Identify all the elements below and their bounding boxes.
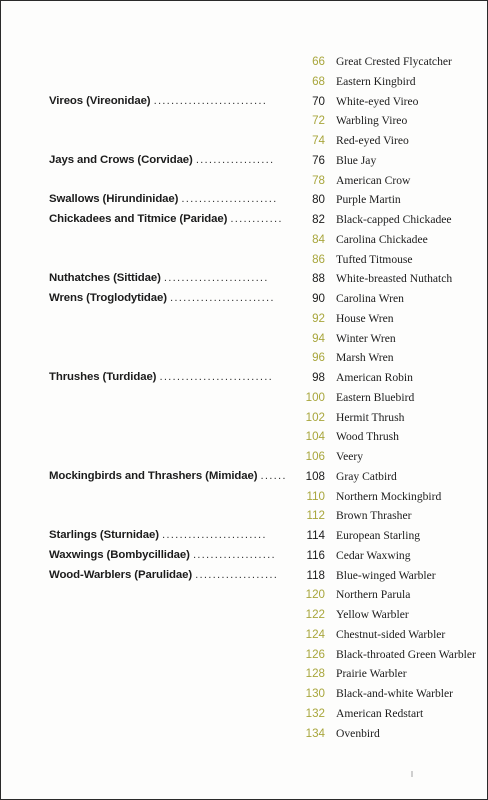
toc-row — [1, 489, 487, 507]
bird-species-name: Red-eyed Vireo — [336, 134, 409, 147]
toc-row — [1, 666, 487, 684]
bird-species-name: Veery — [336, 450, 364, 463]
bird-family-heading — [49, 371, 273, 383]
page-number: 126 — [305, 647, 325, 661]
toc-row — [1, 449, 487, 467]
bird-family-heading — [49, 154, 274, 166]
bird-species-name: Yellow Warbler — [336, 608, 409, 621]
bird-species-name: Chestnut-sided Warbler — [336, 627, 446, 641]
toc-row — [1, 153, 487, 171]
bird-species-name: Brown Thrasher — [336, 509, 412, 523]
bird-family-heading — [49, 95, 267, 107]
toc-row — [1, 54, 487, 72]
toc-row — [1, 311, 487, 329]
dot-leader: ............ — [230, 213, 283, 225]
dot-leader: ...................... — [181, 193, 278, 206]
bird-family-heading — [49, 470, 287, 482]
page-number: 86 — [312, 252, 325, 266]
bird-species-name: American Robin — [336, 371, 413, 384]
page-number: 92 — [312, 311, 325, 325]
bird-species-name: Wood Thrush — [336, 430, 399, 444]
page-number: 112 — [306, 509, 325, 523]
bird-species-name: Tufted Titmouse — [336, 252, 413, 266]
page-number: 90 — [312, 292, 325, 305]
bird-species-name: Northern Mockingbird — [336, 489, 442, 503]
page-number: 78 — [312, 173, 325, 187]
bird-species-name: Black-throated Green Warbler — [336, 647, 476, 661]
bird-species-name: Carolina Chickadee — [336, 232, 428, 246]
toc-row — [1, 390, 487, 408]
dot-leader: ................... — [195, 568, 279, 581]
toc-row — [1, 587, 487, 605]
page-number: 98 — [312, 371, 325, 384]
toc-row — [1, 192, 487, 210]
bird-species-name: Black-and-white Warbler — [336, 687, 453, 700]
family-name: Mockingbirds and Thrashers (Mimidae) — [49, 469, 258, 482]
page-number: 116 — [306, 548, 325, 562]
toc-row — [1, 113, 487, 131]
toc-row — [1, 706, 487, 724]
page-number: 82 — [312, 213, 325, 226]
bird-species-name: White-eyed Vireo — [336, 94, 419, 108]
page-number: 120 — [305, 588, 325, 602]
bird-species-name: Prairie Warbler — [336, 667, 407, 681]
toc-row — [1, 410, 487, 428]
page-number: 130 — [305, 687, 325, 700]
page-smudge — [411, 771, 413, 777]
page-number: 88 — [312, 272, 325, 286]
bird-species-name: Great Crested Flycatcher — [336, 55, 452, 68]
page-number: 100 — [305, 390, 325, 404]
family-name: Chickadees and Titmice (Paridae) — [49, 213, 228, 225]
bird-family-heading — [49, 549, 276, 561]
bird-species-name: Cedar Waxwing — [336, 548, 411, 562]
page-number: 118 — [306, 568, 325, 582]
toc-row — [1, 252, 487, 270]
page-number: 94 — [312, 331, 325, 345]
toc-row — [1, 74, 487, 92]
dot-leader: ........................ — [163, 272, 269, 285]
page-number: 72 — [312, 114, 325, 128]
bird-species-name: Marsh Wren — [336, 351, 394, 365]
family-name: Waxwings (Bombycillidae) — [49, 548, 190, 561]
family-name: Swallows (Hirundinidae) — [49, 193, 179, 206]
toc-row — [1, 94, 487, 112]
page-number: 102 — [305, 410, 325, 424]
page-number: 66 — [312, 55, 325, 68]
page-number: 128 — [305, 667, 325, 681]
toc-row — [1, 726, 487, 744]
page-number: 122 — [305, 608, 325, 621]
toc-row — [1, 331, 487, 349]
page-number: 76 — [312, 153, 325, 167]
bird-family-heading — [49, 529, 267, 541]
family-name: Nuthatches (Sittidae) — [49, 272, 161, 285]
bird-species-name: Carolina Wren — [336, 292, 404, 305]
dot-leader: ........................ — [170, 292, 275, 304]
toc-row — [1, 133, 487, 151]
bird-species-name: Northern Parula — [336, 588, 411, 602]
toc-row — [1, 528, 487, 546]
bird-species-name: European Starling — [336, 529, 421, 542]
bird-species-name: Ovenbird — [336, 726, 380, 740]
toc-row — [1, 370, 487, 388]
toc-row — [1, 647, 487, 665]
page-number: 74 — [312, 134, 325, 147]
bird-family-heading — [49, 292, 275, 304]
family-name: Wrens (Troglodytidae) — [49, 292, 167, 304]
toc-row — [1, 291, 487, 309]
dot-leader: .................. — [195, 153, 275, 166]
bird-species-name: Eastern Kingbird — [336, 74, 416, 88]
toc-row — [1, 686, 487, 704]
bird-species-name: Blue Jay — [336, 153, 377, 167]
bird-species-name: Winter Wren — [336, 331, 396, 345]
dot-leader: ................... — [192, 548, 276, 561]
bird-species-name: House Wren — [336, 311, 394, 325]
bird-species-name: Eastern Bluebird — [336, 390, 415, 404]
dot-leader: ........................ — [162, 529, 267, 541]
toc-row — [1, 271, 487, 289]
toc-row — [1, 429, 487, 447]
page-number: 68 — [312, 74, 325, 88]
family-name: Thrushes (Turdidae) — [49, 371, 157, 383]
page-number: 124 — [305, 627, 325, 641]
bird-species-name: Black-capped Chickadee — [336, 213, 452, 226]
toc-row — [1, 568, 487, 586]
bird-species-name: Purple Martin — [336, 193, 401, 207]
toc-row — [1, 548, 487, 566]
toc-row — [1, 508, 487, 526]
toc-row — [1, 212, 487, 230]
bird-species-name: Warbling Vireo — [336, 114, 408, 128]
family-name: Jays and Crows (Corvidae) — [49, 153, 193, 166]
page-number: 96 — [312, 351, 325, 365]
page-number: 132 — [305, 706, 325, 720]
page-number: 80 — [312, 193, 325, 207]
bird-species-name: Blue-winged Warbler — [336, 568, 436, 582]
bird-species-name: American Redstart — [336, 706, 424, 720]
bird-family-heading — [49, 272, 269, 284]
page-number: 106 — [305, 450, 325, 463]
dot-leader: ...... — [260, 469, 287, 482]
bird-family-heading — [49, 213, 283, 225]
page-number: 104 — [305, 430, 325, 444]
bird-species-name: American Crow — [336, 173, 411, 187]
toc-row — [1, 232, 487, 250]
family-name: Starlings (Sturnidae) — [49, 529, 159, 541]
page-number: 84 — [312, 232, 325, 246]
toc-row — [1, 469, 487, 487]
toc-row — [1, 627, 487, 645]
page-number: 70 — [312, 94, 325, 108]
page-number: 108 — [305, 469, 325, 483]
bird-species-name: White-breasted Nuthatch — [336, 272, 453, 286]
bird-family-heading — [49, 569, 278, 581]
toc-row — [1, 607, 487, 625]
toc-row — [1, 350, 487, 368]
dot-leader: .......................... — [159, 371, 273, 383]
family-name: Wood-Warblers (Parulidae) — [49, 568, 193, 581]
page-number: 110 — [306, 489, 325, 503]
family-name: Vireos (Vireonidae) — [49, 94, 151, 107]
page-number: 134 — [305, 726, 325, 740]
bird-family-heading — [49, 193, 277, 205]
bird-species-name: Gray Catbird — [336, 469, 397, 483]
bird-species-name: Hermit Thrush — [336, 410, 405, 424]
toc-row — [1, 173, 487, 191]
dot-leader: .......................... — [153, 94, 268, 107]
page-number: 114 — [306, 529, 325, 542]
